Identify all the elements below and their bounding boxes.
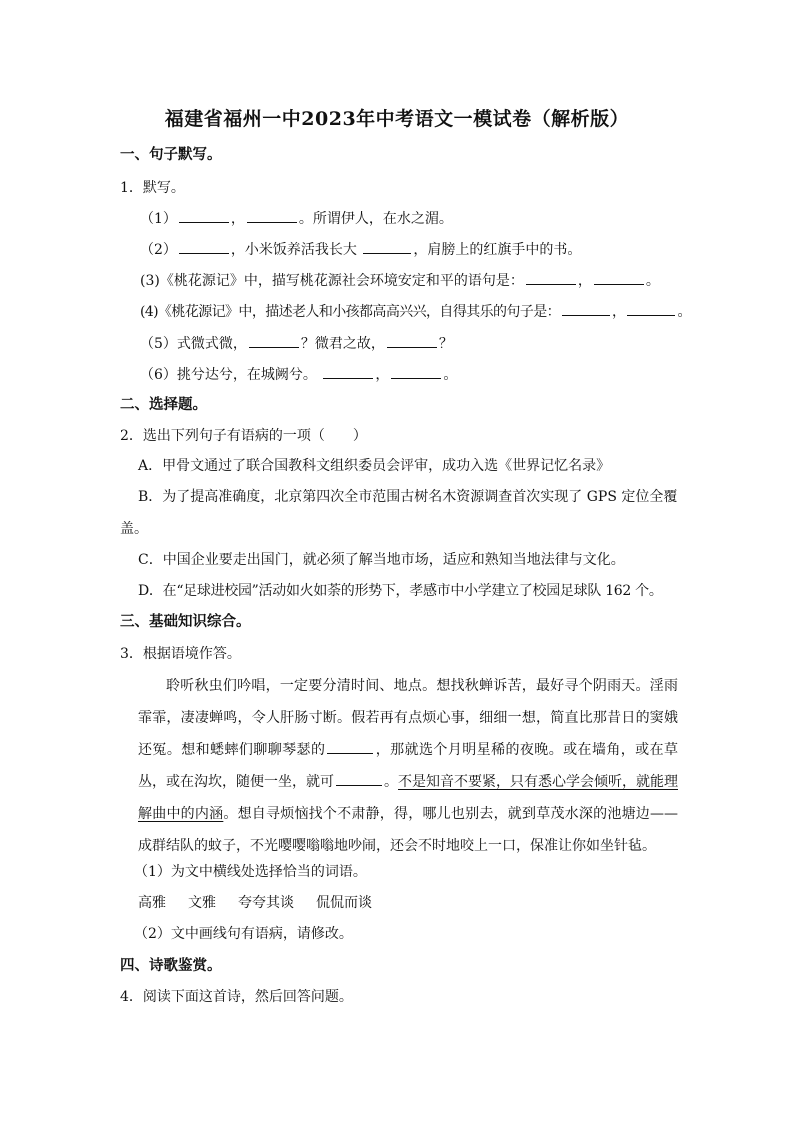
passage-text: 。	[384, 774, 398, 790]
question-3-stem: 3．根据语境作答。	[120, 646, 241, 662]
q3-passage	[138, 670, 678, 862]
underlined-sentence: 不是知音不要紧，只有悉心学会倾听，就能理解曲中的内涵	[138, 774, 678, 822]
item-text: ，	[612, 304, 626, 320]
q2-option-b[interactable]: B．为了提高准确度，北京第四次全市范围古树名木资源调查首次实现了 GPS 定位全覆	[138, 489, 678, 505]
q2-option-a[interactable]: A．甲骨文通过了联合国教科文组织委员会评审，成功入选《世界记忆名录》	[138, 458, 611, 474]
answer-blank[interactable]	[336, 770, 382, 786]
passage-text: ，那就选个月明星稀的夜晚。或在墙角，或在草丛，或在沟坎，随便一坐，就可	[138, 742, 679, 790]
answer-blank[interactable]	[247, 207, 297, 223]
q1-item-5	[140, 332, 453, 354]
question-4-stem: 4．阅读下面这首诗，然后回答问题。	[120, 989, 353, 1005]
answer-blank[interactable]	[387, 332, 437, 348]
answer-blank[interactable]	[627, 300, 675, 316]
section-heading-4: 四、诗歌鉴赏。	[120, 957, 222, 974]
item-number: （1）	[140, 211, 177, 227]
question-1-stem: 1．默写。	[120, 180, 185, 196]
q1-item-2	[140, 238, 581, 260]
question-2-stem: 2．选出下列句子有语病的一项（ ）	[120, 428, 367, 444]
answer-blank[interactable]	[249, 332, 299, 348]
answer-blank[interactable]	[327, 738, 373, 754]
word-option: 侃侃而谈	[316, 895, 372, 911]
item-text: （5）式微式微，	[140, 336, 247, 352]
q1-item-6	[140, 363, 457, 385]
item-text: ，	[230, 211, 245, 227]
passage-text: 聆听秋虫们吟唱，一定要分清时间、地点。想找秋蝉诉苦，最好寻个阴雨天。淫雨霏霏，凄凄蝉鸣，令人肝肠寸断。假若再有点烦心事，细细一想，简直比那昔日的窦娥还冤。想和蟋蟀们聊聊琴瑟的	[138, 678, 678, 758]
q3-subquestion-1: （1）为文中横线处选择恰当的词语。	[134, 864, 367, 880]
item-text: 。所谓伊人，在水之湄。	[298, 211, 453, 227]
item-text: (3)《桃花源记》中，描写桃花源社会环境安定和平的语句是：	[140, 273, 524, 289]
item-text: （6）挑兮达兮，在城阙兮。	[140, 367, 317, 383]
item-text: 。	[443, 367, 458, 383]
item-text: 。	[645, 273, 660, 289]
item-text: ，	[375, 367, 390, 383]
answer-blank[interactable]	[179, 207, 229, 223]
item-text: ，肩膀上的红旗手中的书。	[413, 242, 582, 258]
answer-blank[interactable]	[179, 238, 229, 254]
item-text: ？微君之故，	[300, 336, 385, 352]
answer-blank[interactable]	[323, 363, 373, 379]
q2-option-d[interactable]: D．在“足球进校园”活动如火如荼的形势下，孝感市中小学建立了校园足球队 162 个。	[138, 583, 663, 599]
item-text: 。	[677, 304, 691, 320]
item-text: (4)《桃花源记》中，描述老人和小孩都高高兴兴，自得其乐的句子是：	[140, 304, 561, 320]
passage-text: 。想自寻烦恼找个不肃静，得，哪儿也别去，就到草茂水深的池塘边——成群结队的蚊子，不光嘤嘤嗡嗡地吵闹，还会不时地咬上一口，保准让你如坐针毡。	[138, 806, 679, 854]
answer-blank[interactable]	[562, 300, 610, 316]
item-text: ？	[438, 336, 453, 352]
word-option: 文雅	[188, 895, 216, 911]
word-option: 夸夸其谈	[238, 895, 294, 911]
q3-subquestion-2: （2）文中画线句有语病，请修改。	[134, 926, 353, 942]
item-text: ，	[577, 273, 592, 289]
q1-item-3	[140, 269, 660, 291]
section-heading-1: 一、句子默写。	[120, 146, 222, 163]
q2-option-c[interactable]: C．中国企业要走出国门，就必须了解当地市场，适应和熟知当地法律与文化。	[138, 552, 625, 568]
answer-blank[interactable]	[594, 269, 644, 285]
item-number: （2）	[140, 242, 177, 258]
section-heading-2: 二、选择题。	[120, 396, 207, 413]
q2-option-b-continued: 盖。	[120, 521, 148, 537]
item-text: ，小米饭养活我长大	[230, 242, 357, 258]
q1-item-4	[140, 300, 691, 322]
answer-blank[interactable]	[526, 269, 576, 285]
answer-blank[interactable]	[363, 238, 411, 254]
q3-word-options	[138, 893, 394, 913]
answer-blank[interactable]	[391, 363, 441, 379]
page-title: 福建省福州一中2023年中考语文一模试卷（解析版）	[164, 108, 630, 130]
word-option: 高雅	[138, 895, 166, 911]
section-heading-3: 三、基础知识综合。	[120, 613, 251, 630]
q1-item-1	[140, 207, 453, 229]
